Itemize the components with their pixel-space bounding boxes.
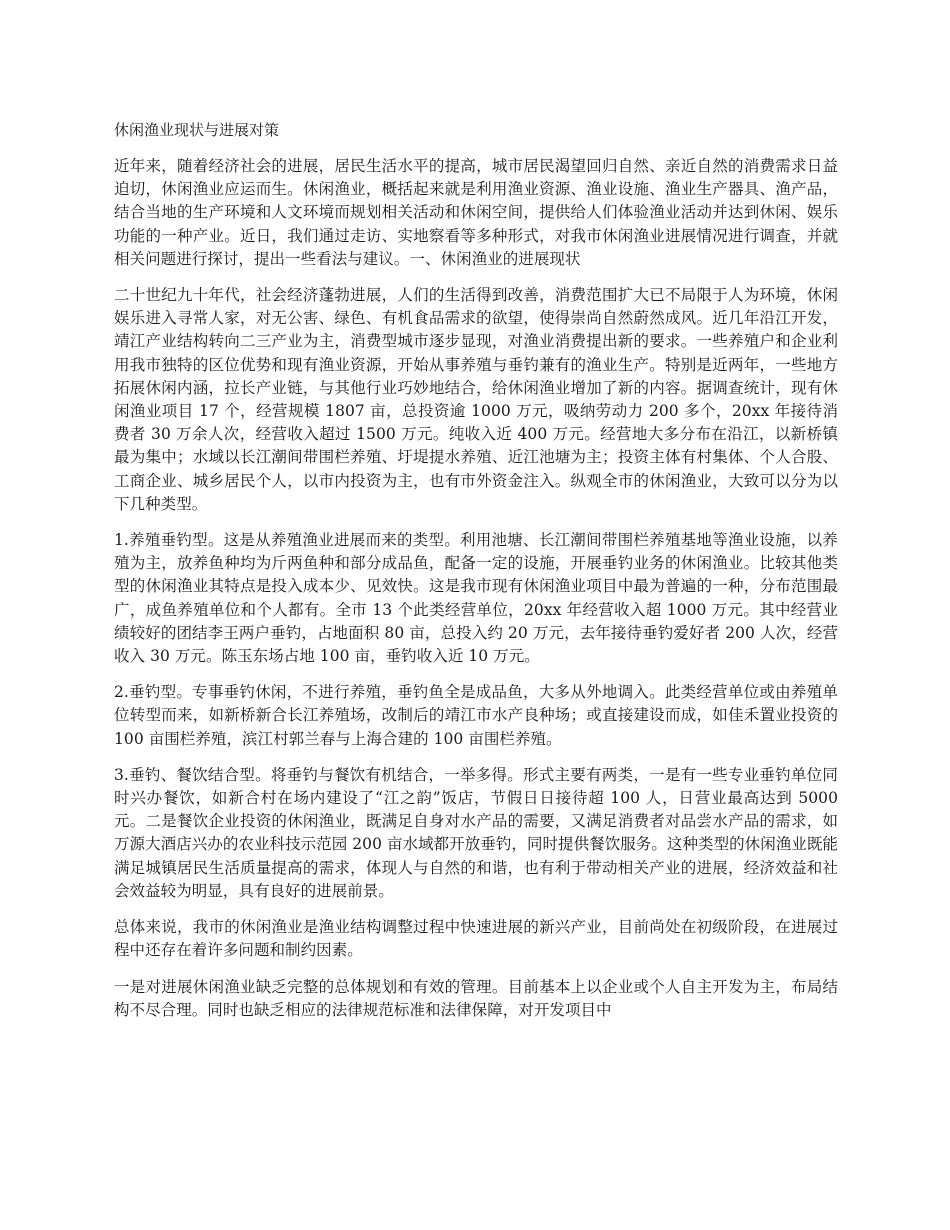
paragraph-status: 二十世纪九十年代，社会经济蓬勃进展，人们的生活得到改善，消费范围扩大已不局限于人为环境，休闲娱乐进入寻常人家，对无公害、绿色、有机食品需求的欲望，使得崇尚自然蔚然成风。近几年沿江开发，靖江产业结构转向二三产业为主，消费型城市逐步显现，对渔业消费提出新的要求。一些养殖户和企业利用我市独特的区位优势和现有渔业资源，开始从事养殖与垂钓兼有的渔业生产。特别是近两年，一些地方拓展休闲内涵，拉长产业链，与其他行业巧妙地结合，给休闲渔业增加了新的内容。据调查统计，现有休闲渔业项目 17 个，经营规模 1807 亩，总投资逾 1000 万元，吸纳劳动力 200 多个，20xx 年接待消费者 30 万余人次，经营收入超过 1500 万元。纯收入近 400 万元。经营地大多分布在沿江，以新桥镇最为集中；水域以长江潮间带围栏养殖、圩堤提水养殖、近江池塘为主；投资主体有村集体、个人合股、工商企业、城乡居民个人，以市内投资为主，也有市外资金注入。纵观全市的休闲渔业，大致可以分为以下几种类型。 <box>114 286 838 513</box>
paragraph-type-fishing: 2.垂钓型。专事垂钓休闲，不进行养殖，垂钓鱼全是成品鱼，大多从外地调入。此类经营单位或由养殖单位转型而来，如新桥新合长江养殖场，改制后的靖江市水产良种场；或直接建设而成，如佳禾置业投资的 100 亩围栏养殖，滨江村郭兰春与上海合建的 100 亩围栏养殖。 <box>114 683 838 748</box>
paragraph-type-breeding-fishing: 1.养殖垂钓型。这是从养殖渔业进展而来的类型。利用池塘、长江潮间带围栏养殖基地等渔业设施，以养殖为主，放养鱼种均为斤两鱼种和部分成品鱼，配备一定的设施，开展垂钓业务的休闲渔业。比较其他类型的休闲渔业其特点是投入成本少、见效快。这是我市现有休闲渔业项目中最为普遍的一种，分布范围最广，成鱼养殖单位和个人都有。全市 13 个此类经营单位，20xx 年经营收入超 1000 万元。其中经营业绩较好的团结李王两户垂钓，占地面积 80 亩，总投入约 20 万元，去年接待垂钓爱好者 200 人次，经营收入 30 万元。陈玉东场占地 100 亩，垂钓收入近 10 万元。 <box>114 531 838 666</box>
document-page <box>114 118 838 1035</box>
paragraph-problem-one: 一是对进展休闲渔业缺乏完整的总体规划和有效的管理。目前基本上以企业或个人自主开发为主，布局结构不尽合理。同时也缺乏相应的法律规范标准和法律保障，对开发项目中 <box>114 977 838 1019</box>
paragraph-type-fishing-dining: 3.垂钓、餐饮结合型。将垂钓与餐饮有机结合，一举多得。形式主要有两类，一是有一些专业垂钓单位同时兴办餐饮，如新合村在场内建设了“江之韵”饭店，节假日日接待超 100 人，日营业最高达到 5000 元。二是餐饮企业投资的休闲渔业，既满足自身对水产品的需要，又满足消费者对品尝水产品的需求，如万源大酒店兴办的农业科技示范园 200 亩水域都开放垂钓，同时提供餐饮服务。这种类型的休闲渔业既能满足城镇居民生活质量提高的需求，体现人与自然的和谐，也有利于带动相关产业的进展，经济效益和社会效益较为明显，具有良好的进展前景。 <box>114 765 838 900</box>
document-title: 休闲渔业现状与进展对策 <box>114 121 280 139</box>
paragraph-intro: 近年来，随着经济社会的进展，居民生活水平的提高，城市居民渴望回归自然、亲近自然的消费需求日益迫切，休闲渔业应运而生。休闲渔业，概括起来就是利用渔业资源、渔业设施、渔业生产器具、渔产品，结合当地的生产环境和人文环境而规划相关活动和休闲空间，提供给人们体验渔业活动并达到休闲、娱乐功能的一种产业。近日，我们通过走访、实地察看等多种形式，对我市休闲渔业进展情况进行调查，并就相关问题进行探讨，提出一些看法与建议。一、休闲渔业的进展现状 <box>114 157 838 268</box>
paragraph-summary: 总体来说，我市的休闲渔业是渔业结构调整过程中快速进展的新兴产业，目前尚处在初级阶段，在进展过程中还存在着许多问题和制约因素。 <box>114 918 838 960</box>
